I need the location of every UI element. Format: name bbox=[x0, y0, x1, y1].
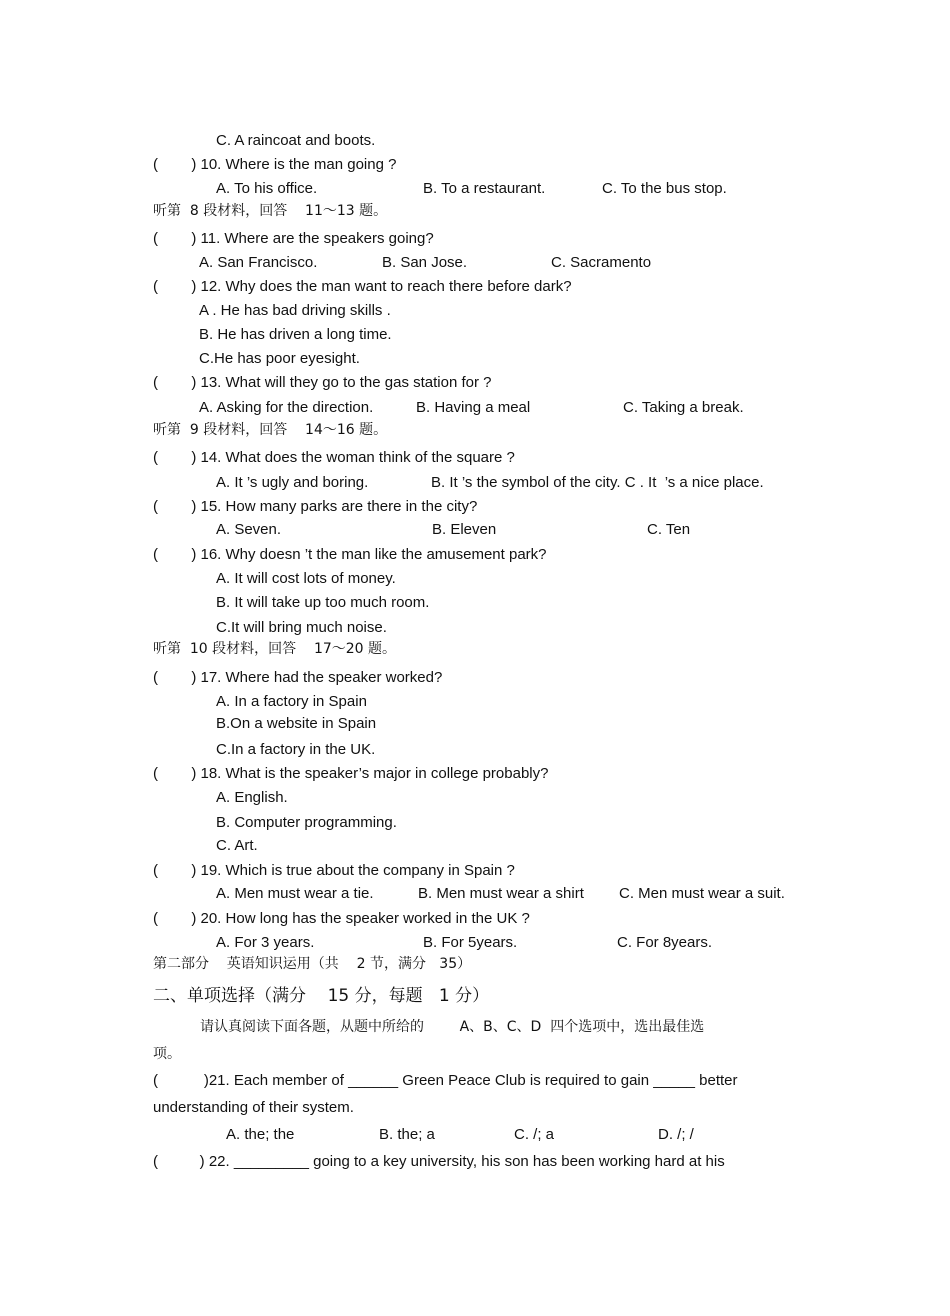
option-a: A. Asking for the direction. bbox=[199, 399, 374, 416]
section-instruction-cont: 项。 bbox=[153, 1046, 181, 1062]
question-16: ( ) 16. Why doesn ’t the man like the amusement park? bbox=[153, 546, 547, 563]
question-13: ( ) 13. What will they go to the gas station for ? bbox=[153, 374, 492, 391]
option-a: A. In a factory in Spain bbox=[216, 693, 367, 710]
part-heading: 第二部分 英语知识运用（共 2 节，满分 35） bbox=[153, 956, 472, 972]
option-a: A. Seven. bbox=[216, 521, 282, 538]
option-c: C. Men must wear a suit. bbox=[619, 885, 785, 902]
option-b: B. San Jose. bbox=[382, 254, 468, 271]
option-b: B. Men must wear a shirt bbox=[418, 885, 584, 902]
option-c: C. Ten bbox=[647, 521, 691, 538]
option-b: B. the; a bbox=[379, 1126, 435, 1143]
option-a: A. For 3 years. bbox=[216, 934, 315, 951]
option-a: A. English. bbox=[216, 789, 288, 806]
question-11: ( ) 11. Where are the speakers going? bbox=[153, 230, 434, 247]
question-19: ( ) 19. Which is true about the company in Spain ? bbox=[153, 862, 515, 879]
option-c: C. To the bus stop. bbox=[602, 180, 727, 197]
option-a: A . He has bad driving skills . bbox=[199, 302, 391, 319]
question-10: ( ) 10. Where is the man going ? bbox=[153, 156, 397, 173]
section-heading: 二、单项选择（满分 15 分，每题 1 分） bbox=[153, 986, 490, 1006]
question-14: ( ) 14. What does the woman think of the square ? bbox=[153, 449, 515, 466]
option-b-c: B. It ’s the symbol of the city. C . It ’s a nice place. bbox=[431, 474, 764, 491]
option-a: A. To his office. bbox=[216, 180, 318, 197]
question-21: ( )21. Each member of ______ Green Peace Club is required to gain _____ better bbox=[153, 1072, 738, 1089]
option-line: C. A raincoat and boots. bbox=[216, 132, 376, 149]
option-c: C. For 8years. bbox=[617, 934, 713, 951]
question-18: ( ) 18. What is the speaker’s major in college probably? bbox=[153, 765, 549, 782]
option-a: A. It will cost lots of money. bbox=[216, 570, 396, 587]
option-b: B. To a restaurant. bbox=[423, 180, 546, 197]
option-b: B. He has driven a long time. bbox=[199, 326, 392, 343]
section-instruction: 听第 9 段材料，回答 14～16 题。 bbox=[153, 422, 388, 438]
option-a: A. It ’s ugly and boring. bbox=[216, 474, 369, 491]
option-b: B. Having a meal bbox=[416, 399, 531, 416]
option-c: C. Art. bbox=[216, 837, 258, 854]
option-c: C.It will bring much noise. bbox=[216, 619, 387, 636]
option-a: A. the; the bbox=[226, 1126, 295, 1143]
option-a: A. Men must wear a tie. bbox=[216, 885, 374, 902]
question-12: ( ) 12. Why does the man want to reach there before dark? bbox=[153, 278, 572, 295]
question-17: ( ) 17. Where had the speaker worked? bbox=[153, 669, 443, 686]
option-b: B. It will take up too much room. bbox=[216, 594, 430, 611]
option-c: C. /; a bbox=[514, 1126, 555, 1143]
option-b: B. Computer programming. bbox=[216, 814, 397, 831]
option-b: B. For 5years. bbox=[423, 934, 518, 951]
option-c: C.He has poor eyesight. bbox=[199, 350, 360, 367]
section-instruction: 请认真阅读下面各题，从题中所给的 A、B、C、D 四个选项中，选出最佳选 bbox=[200, 1019, 705, 1035]
question-20: ( ) 20. How long has the speaker worked in the UK ? bbox=[153, 910, 530, 927]
option-b: B. Eleven bbox=[432, 521, 497, 538]
option-a: A. San Francisco. bbox=[199, 254, 318, 271]
option-c: C. Taking a break. bbox=[623, 399, 744, 416]
option-d: D. /; / bbox=[658, 1126, 694, 1143]
option-b: B.On a website in Spain bbox=[216, 715, 377, 732]
option-c: C.In a factory in the UK. bbox=[216, 741, 376, 758]
section-instruction: 听第 10 段材料，回答 17～20 题。 bbox=[153, 641, 397, 657]
question-15: ( ) 15. How many parks are there in the city? bbox=[153, 498, 478, 515]
section-instruction: 听第 8 段材料，回答 11～13 题。 bbox=[153, 203, 388, 219]
question-21-cont: understanding of their system. bbox=[153, 1099, 354, 1116]
question-22: ( ) 22. _________ going to a key university, his son has been working hard at his bbox=[153, 1153, 725, 1170]
option-c: C. Sacramento bbox=[551, 254, 652, 271]
